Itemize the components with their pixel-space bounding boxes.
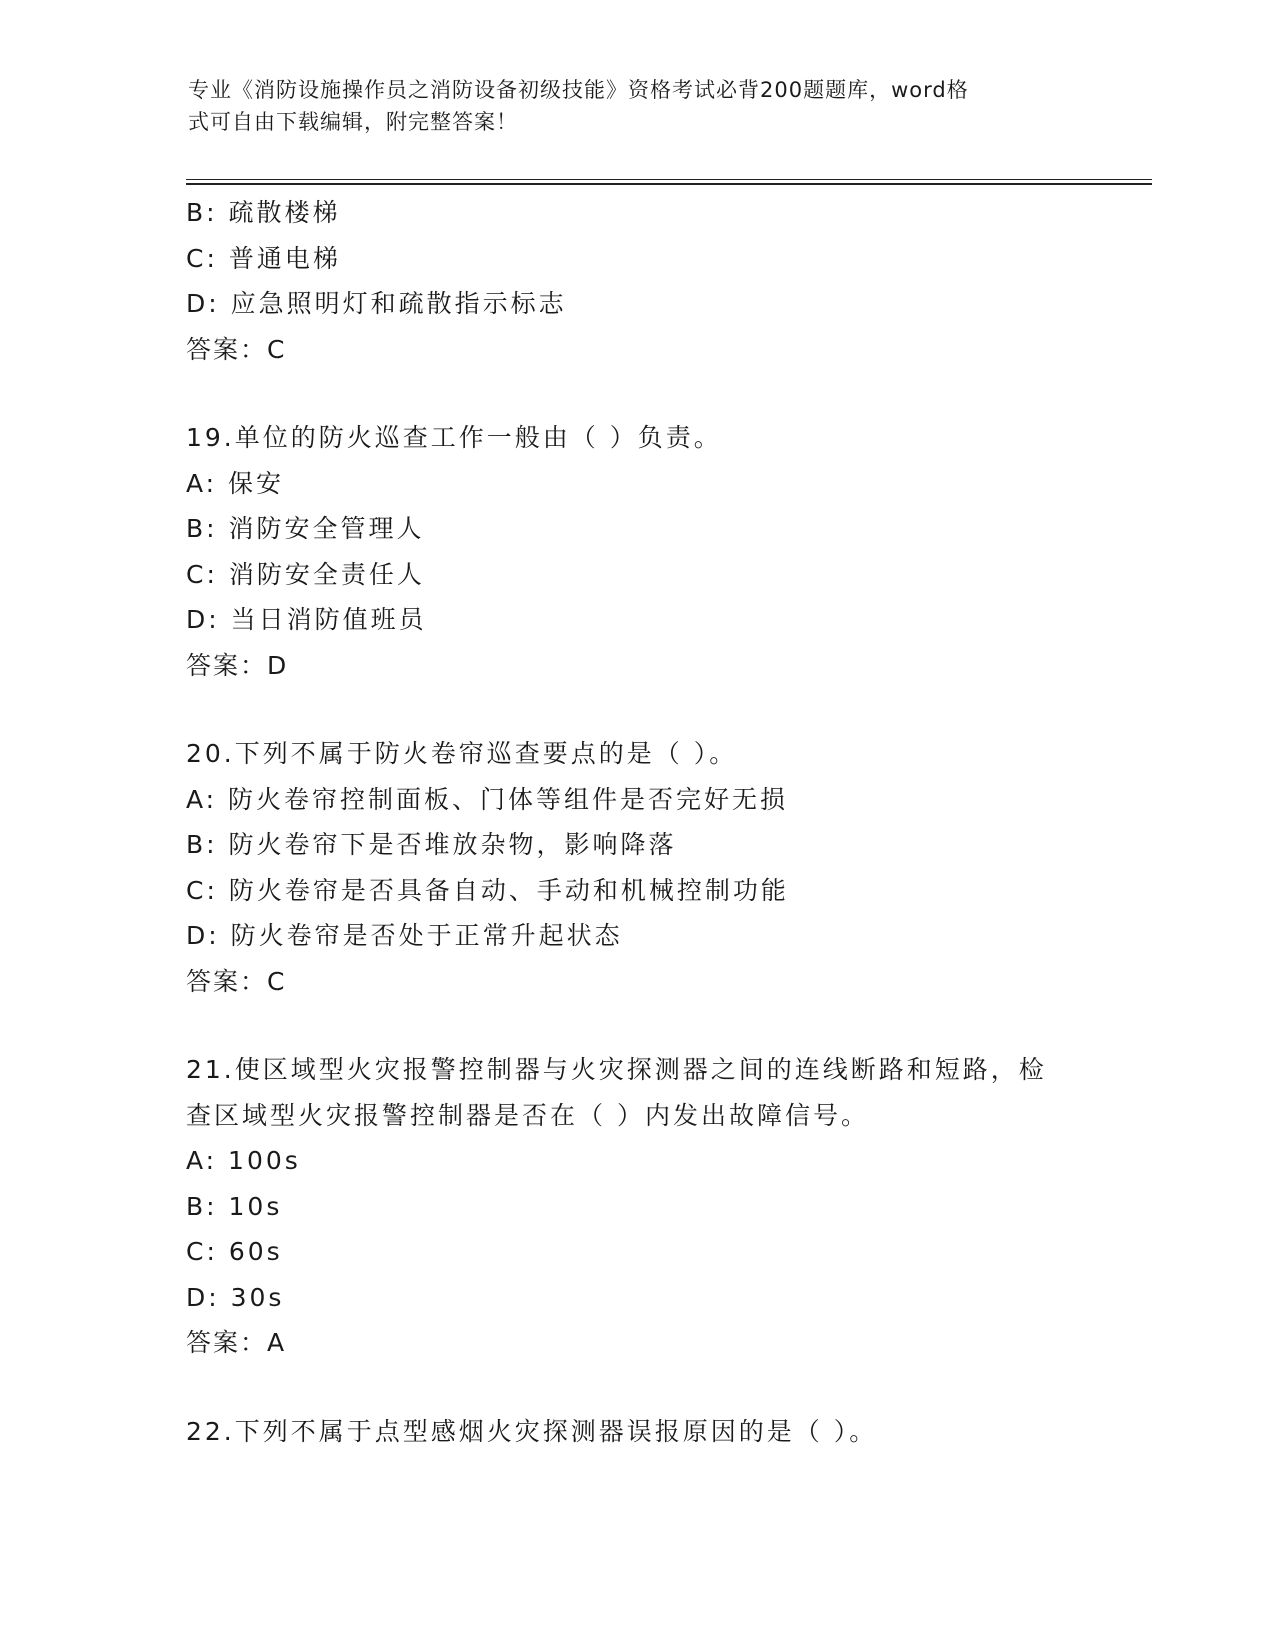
option-c: C: 60s — [186, 1237, 283, 1266]
option-b: B: 10s — [186, 1191, 283, 1221]
question-stem-line-1: 21.使区域型火灾报警控制器与火灾探测器之间的连线断路和短路，检 — [186, 1055, 1047, 1084]
option-d: D: 当日消防值班员 — [186, 605, 427, 634]
answer-line: 答案：C — [186, 334, 287, 364]
question-block-22 — [186, 1409, 1086, 1455]
option-c: C: 消防安全责任人 — [186, 559, 425, 589]
header-line-2: 式可自由下载编辑，附完整答案！ — [188, 110, 518, 134]
option-d: D: 应急照明灯和疏散指示标志 — [186, 289, 567, 318]
question-stem: 20.下列不属于防火卷帘巡查要点的是（ ）。 — [186, 739, 738, 768]
question-block-21 — [186, 1047, 1086, 1366]
question-stem: 22.下列不属于点型感烟火灾探测器误报原因的是（ ）。 — [186, 1416, 878, 1446]
question-block-18 — [186, 190, 1086, 372]
option-b: B: 疏散楼梯 — [186, 198, 341, 227]
header-divider-thick — [186, 183, 1152, 185]
answer-line: 答案：A — [186, 1328, 287, 1357]
question-stem: 19.单位的防火巡查工作一般由（ ）负责。 — [186, 423, 722, 452]
option-c: C: 防火卷帘是否具备自动、手动和机械控制功能 — [186, 875, 789, 905]
header-line-1: 专业《消防设施操作员之消防设备初级技能》资格考试必背200题题库，word格 — [188, 78, 969, 102]
document-header — [188, 74, 1068, 138]
answer-line: 答案：D — [186, 650, 289, 680]
option-a: A: 防火卷帘控制面板、门体等组件是否完好无损 — [186, 784, 789, 814]
option-a: A: 100s — [186, 1146, 301, 1175]
question-block-20 — [186, 731, 1086, 1004]
option-a: A: 保安 — [186, 468, 285, 498]
option-d: D: 防火卷帘是否处于正常升起状态 — [186, 921, 623, 950]
option-c: C: 普通电梯 — [186, 243, 341, 273]
question-stem-line-2: 查区域型火灾报警控制器是否在（ ）内发出故障信号。 — [186, 1100, 869, 1130]
answer-line: 答案：C — [186, 966, 287, 996]
header-divider-thin — [186, 179, 1152, 180]
option-b: B: 消防安全管理人 — [186, 514, 425, 543]
option-d: D: 30s — [186, 1282, 285, 1312]
question-list — [186, 190, 1086, 1454]
question-block-19 — [186, 415, 1086, 688]
option-b: B: 防火卷帘下是否堆放杂物，影响降落 — [186, 830, 677, 859]
